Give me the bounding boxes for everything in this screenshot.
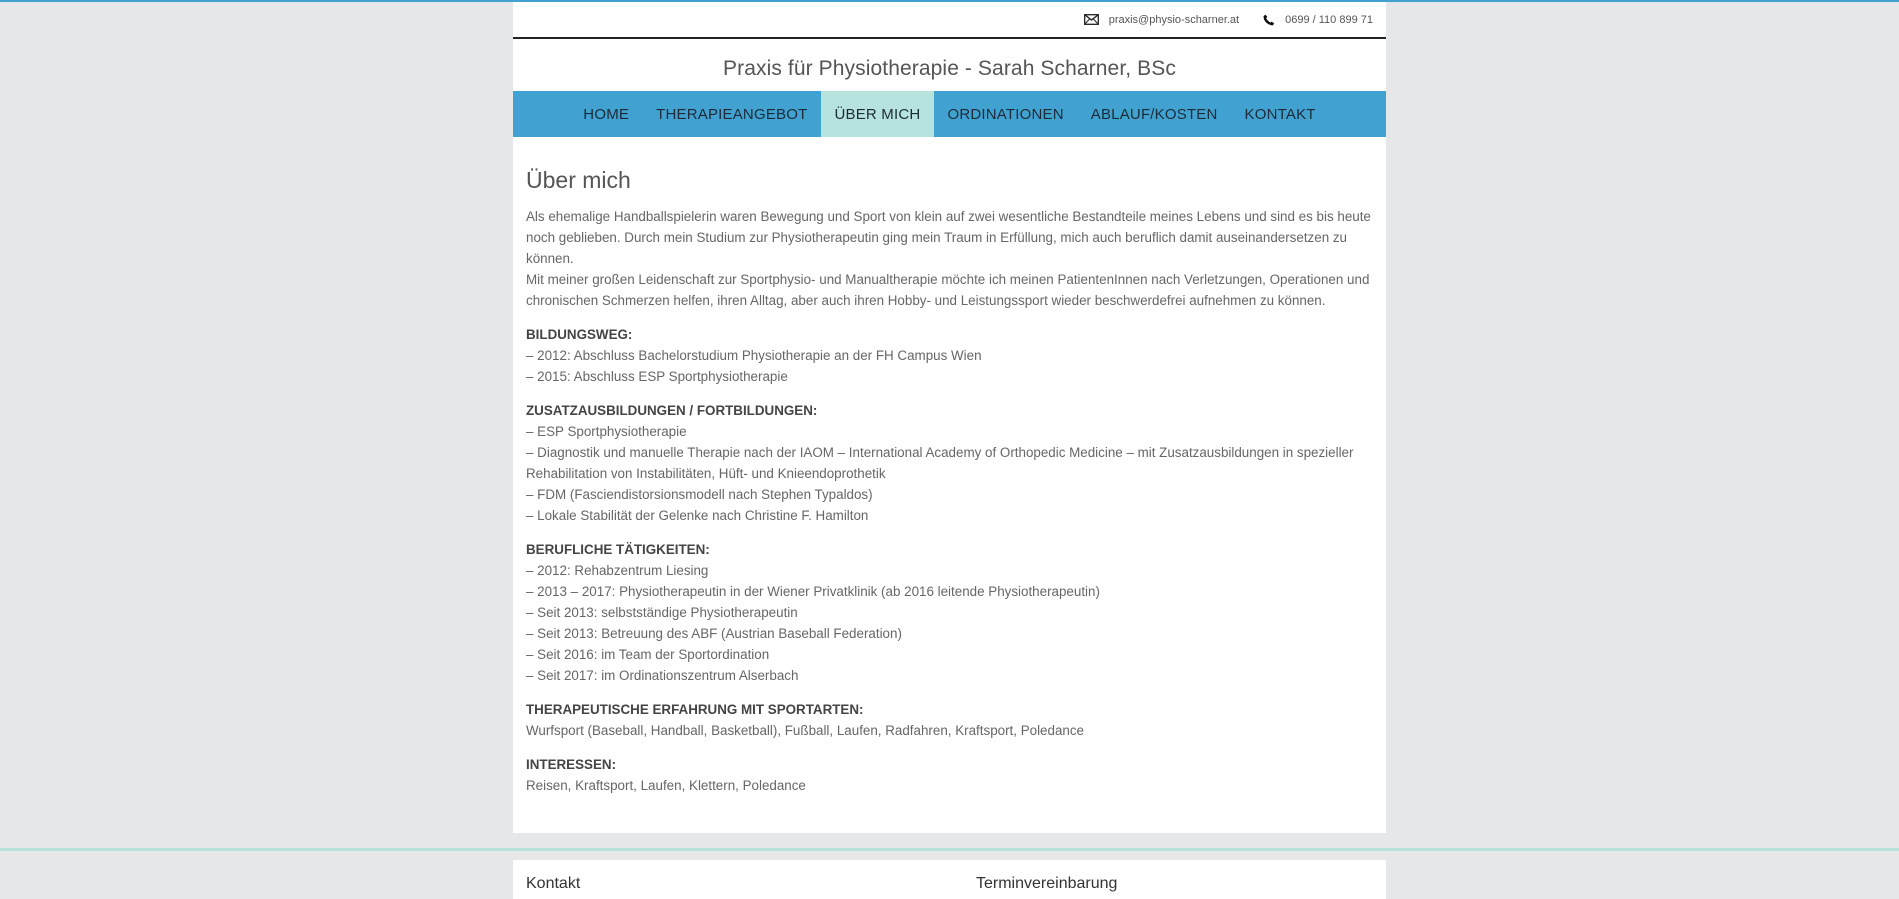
intro-paragraph-2: Mit meiner großen Leidenschaft zur Sportphysio- und Manualtherapie möchte ich meinen PatientenInnen nach Verletzungen, Operationen und chronischen Schmerzen helfen, ihren Alltag, aber auch ihren Hobby- und Leistungssport wieder beschwerdefrei aufnehmen zu können. (526, 272, 1370, 308)
list-item: – Seit 2017: im Ordinationszentrum Alserbach (526, 668, 799, 683)
email-text: praxis@physio-scharner.at (1108, 13, 1240, 26)
list-item: – Seit 2013: Betreuung des ABF (Austrian Baseball Federation) (526, 626, 902, 641)
list-item: – 2015: Abschluss ESP Sportphysiotherapie (526, 369, 788, 384)
phone-text: 0699 / 110 899 71 (1285, 13, 1373, 26)
list-item: – ESP Sportphysiotherapie (526, 424, 687, 439)
phone-link[interactable] (1263, 14, 1373, 26)
email-link[interactable] (1084, 14, 1239, 26)
nav-item-ablauf-kosten[interactable]: ABLAUF/KOSTEN (1090, 105, 1218, 123)
list-item: – 2012: Rehabzentrum Liesing (526, 563, 709, 578)
section-title: INTERESSEN: (526, 757, 617, 772)
list-item: – FDM (Fasciendistorsionsmodell nach Stephen Typaldos) (526, 487, 873, 502)
section-title: BILDUNGSWEG: (526, 327, 633, 342)
phone-icon (1263, 14, 1275, 26)
section-bildungsweg (526, 324, 1373, 387)
section-berufliche-taetigkeiten (526, 539, 1373, 686)
envelope-icon (1084, 14, 1099, 25)
page-container (513, 2, 1386, 833)
list-item: – Seit 2016: im Team der Sportordination (526, 647, 770, 662)
section-title: ZUSATZAUSBILDUNGEN / FORTBILDUNGEN: (526, 403, 818, 418)
section-title: BERUFLICHE TÄTIGKEITEN: (526, 542, 710, 557)
nav-item-kontakt[interactable]: KONTAKT (1244, 105, 1316, 123)
list-item: – 2012: Abschluss Bachelorstudium Physiotherapie an der FH Campus Wien (526, 348, 982, 363)
section-interessen (526, 754, 1373, 796)
section-title: THERAPEUTISCHE ERFAHRUNG MIT SPORTARTEN: (526, 702, 864, 717)
nav-item-therapieangebot[interactable]: THERAPIEANGEBOT (656, 105, 808, 123)
list-item: – Seit 2013: selbstständige Physiotherapeutin (526, 605, 798, 620)
list-item: – Lokale Stabilität der Gelenke nach Christine F. Hamilton (526, 508, 869, 523)
footer-terminvereinbarung-heading: Terminvereinbarung (976, 875, 1118, 892)
site-title[interactable]: Praxis für Physiotherapie - Sarah Scharner, BSc (723, 57, 1176, 80)
nav-item-ueber-mich[interactable]: ÜBER MICH (821, 91, 934, 137)
section-sportarten (526, 699, 1373, 741)
nav-item-home[interactable]: HOME (583, 105, 630, 123)
site-header (513, 39, 1386, 91)
contact-topbar (513, 2, 1386, 39)
list-item: – Diagnostik und manuelle Therapie nach der IAOM – International Academy of Orthopedic Medicine – mit Zusatzausbildungen in spezieller Rehabilitation von Instabilitäten, Hüft- und Knieendoprothetik (526, 445, 1354, 481)
section-zusatzausbildungen (526, 400, 1373, 526)
footer-accent-band (0, 848, 1899, 851)
main-content (513, 137, 1386, 833)
list-item: – 2013 – 2017: Physiotherapeutin in der Wiener Privatklinik (ab 2016 leitende Physiotherapeutin) (526, 584, 1100, 599)
footer (513, 860, 1386, 899)
main-navigation (513, 91, 1386, 137)
intro-paragraph-1: Als ehemalige Handballspielerin waren Bewegung und Sport von klein auf zwei wesentliche Bestandteile meines Lebens und sind es bis heute noch geblieben. Durch mein Studium zur Physiotherapeutin ging mein Traum in Erfüllung, mich auch beruflich damit auseinandersetzen zu können. (526, 209, 1371, 266)
list-item: Wurfsport (Baseball, Handball, Basketball), Fußball, Laufen, Radfahren, Kraftsport, Poledance (526, 723, 1084, 738)
list-item: Reisen, Kraftsport, Laufen, Klettern, Poledance (526, 778, 806, 793)
page-title: Über mich (526, 167, 631, 193)
footer-kontakt-heading: Kontakt (526, 875, 581, 892)
nav-item-ordinationen[interactable]: ORDINATIONEN (947, 105, 1064, 123)
